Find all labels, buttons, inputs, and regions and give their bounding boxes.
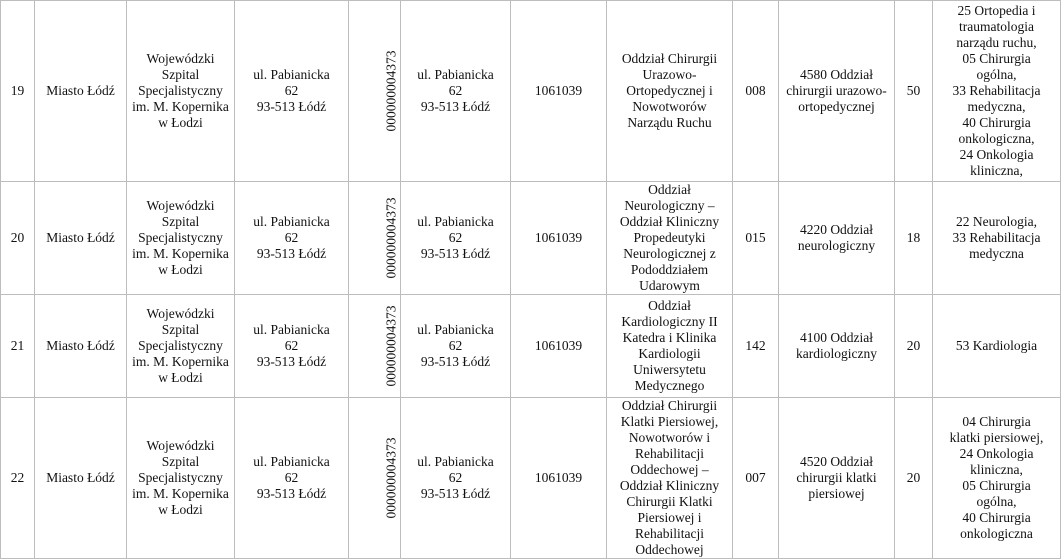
row-number: 19	[1, 1, 35, 182]
ward-name: Oddział Neurologiczny – Oddział Kliniczny Propedeutyki Neurologicznej z Pododdziałem Udarowym	[619, 182, 720, 293]
row-number: 22	[1, 398, 35, 559]
hospital-name: Wojewódzki Szpital Specjalistyczny im. M. Kopernika w Łodzi	[132, 198, 229, 277]
profiles-text: 22 Neurologia, 33 Rehabilitacja medyczna	[952, 214, 1041, 261]
profiles-cell	[933, 182, 1061, 295]
address-text: ul. Pabianicka 62 93-513 Łódź	[253, 454, 330, 501]
specialty-text: 4580 Oddział chirurgii urazowo- ortopedycznej	[786, 67, 887, 114]
ward-code-cell: 008	[733, 1, 779, 182]
address-text: ul. Pabianicka 62 93-513 Łódź	[253, 67, 330, 114]
specialty-cell	[779, 1, 895, 182]
ward-name: Oddział Kardiologiczny II Katedra i Klinika Kardiologii Uniwersytetu Medycznego	[621, 298, 718, 393]
table-row	[1, 182, 1061, 295]
ward-code-cell: 142	[733, 295, 779, 398]
hospital-name: Wojewódzki Szpital Specjalistyczny im. M. Kopernika w Łodzi	[132, 306, 229, 385]
address2-cell	[401, 1, 511, 182]
code-text: 000000004373	[383, 197, 399, 279]
regon-cell: 1061039	[511, 1, 607, 182]
profiles-cell	[933, 398, 1061, 559]
code-text: 000000004373	[383, 50, 399, 132]
ward-cell	[607, 1, 733, 182]
code-cell	[349, 182, 401, 295]
hospital-name: Wojewódzki Szpital Specjalistyczny im. M. Kopernika w Łodzi	[132, 438, 229, 517]
specialty-cell	[779, 398, 895, 559]
table-row	[1, 295, 1061, 398]
ward-cell	[607, 398, 733, 559]
address2-cell	[401, 398, 511, 559]
regon-cell: 1061039	[511, 398, 607, 559]
regon-cell: 1061039	[511, 295, 607, 398]
profiles-cell	[933, 295, 1061, 398]
hospital-name: Wojewódzki Szpital Specjalistyczny im. M. Kopernika w Łodzi	[132, 51, 229, 130]
ward-cell	[607, 182, 733, 295]
code-cell	[349, 1, 401, 182]
address-cell	[235, 398, 349, 559]
specialty-text: 4100 Oddział kardiologiczny	[796, 330, 877, 361]
hospital-cell	[127, 398, 235, 559]
ward-code-cell: 007	[733, 398, 779, 559]
hospital-cell	[127, 1, 235, 182]
address-cell	[235, 182, 349, 295]
address-cell	[235, 1, 349, 182]
table-row	[1, 1, 1061, 182]
regon-cell: 1061039	[511, 182, 607, 295]
address2-text: ul. Pabianicka 62 93-513 Łódź	[417, 67, 494, 114]
table-row	[1, 398, 1061, 559]
city-cell: Miasto Łódź	[35, 1, 127, 182]
address-cell	[235, 295, 349, 398]
specialty-cell	[779, 182, 895, 295]
ward-cell	[607, 295, 733, 398]
profiles-text: 04 Chirurgia klatki piersiowej, 24 Onkologia kliniczna, 05 Chirurgia ogólna, 40 Chirurgia onkologiczna	[949, 414, 1044, 541]
address2-text: ul. Pabianicka 62 93-513 Łódź	[417, 214, 494, 261]
ward-name: Oddział Chirurgii Urazowo- Ortopedycznej i Nowotworów Narządu Ruchu	[621, 51, 718, 130]
profiles-cell	[933, 1, 1061, 182]
address2-text: ul. Pabianicka 62 93-513 Łódź	[417, 454, 494, 501]
city-cell: Miasto Łódź	[35, 295, 127, 398]
row-number: 20	[1, 182, 35, 295]
profiles-text: 25 Ortopedia i traumatologia narządu ruchu, 05 Chirurgia ogólna, 33 Rehabilitacja medyczna, 40 Chirurgia onkologiczna, 24 Onkologia kliniczna,	[952, 3, 1041, 178]
row-number: 21	[1, 295, 35, 398]
code-cell	[349, 295, 401, 398]
address2-text: ul. Pabianicka 62 93-513 Łódź	[417, 322, 494, 369]
specialty-text: 4520 Oddział chirurgii klatki piersiowej	[796, 454, 877, 501]
hospital-cell	[127, 295, 235, 398]
beds-cell: 20	[895, 398, 933, 559]
beds-cell: 18	[895, 182, 933, 295]
address-text: ul. Pabianicka 62 93-513 Łódź	[253, 214, 330, 261]
code-text: 000000004373	[383, 305, 399, 387]
address2-cell	[401, 295, 511, 398]
city-cell: Miasto Łódź	[35, 398, 127, 559]
profiles-text: 53 Kardiologia	[955, 338, 1038, 353]
beds-cell: 50	[895, 1, 933, 182]
specialty-cell	[779, 295, 895, 398]
address-text: ul. Pabianicka 62 93-513 Łódź	[253, 322, 330, 369]
hospital-cell	[127, 182, 235, 295]
city-cell: Miasto Łódź	[35, 182, 127, 295]
beds-cell: 20	[895, 295, 933, 398]
code-text: 000000004373	[383, 437, 399, 519]
ward-code-cell: 015	[733, 182, 779, 295]
specialty-text: 4220 Oddział neurologiczny	[797, 222, 876, 253]
code-cell	[349, 398, 401, 559]
ward-name: Oddział Chirurgii Klatki Piersiowej, Nowotworów i Rehabilitacji Oddechowej – Oddział Kliniczny Chirurgii Klatki Piersiowej i Rehabilitacji Oddechowej	[619, 398, 720, 557]
address2-cell	[401, 182, 511, 295]
